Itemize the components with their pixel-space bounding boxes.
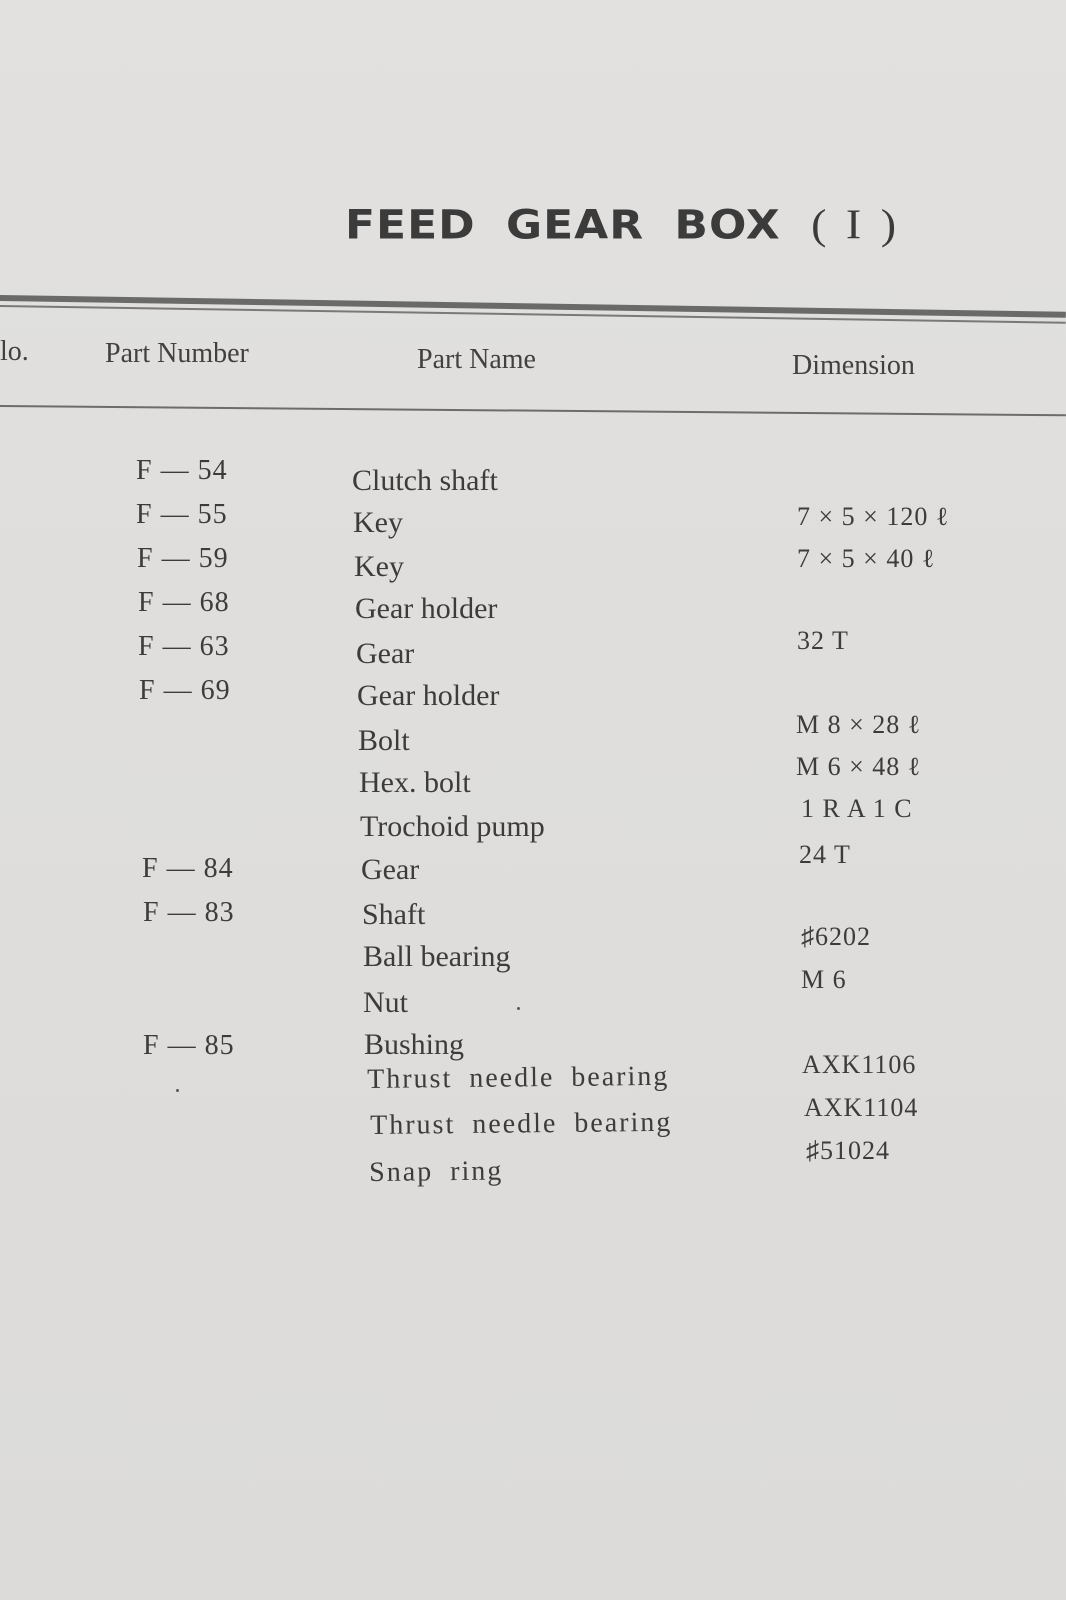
part-number-cell: F — 68 bbox=[138, 587, 230, 618]
part-name-cell: Nut bbox=[363, 986, 408, 1019]
dimension-cell: ♯51024 bbox=[806, 1136, 890, 1165]
part-number-cell: F — 69 bbox=[139, 675, 231, 706]
part-name-cell: Key bbox=[354, 550, 404, 583]
part-name-cell: Ball bearing bbox=[363, 940, 511, 973]
part-name-cell: Thrust needle bearing bbox=[367, 1060, 670, 1095]
column-header-part-number: Part Number bbox=[105, 338, 249, 369]
part-name-cell: Key bbox=[353, 506, 403, 539]
part-name-cell: Gear holder bbox=[355, 592, 498, 625]
dimension-cell: ♯6202 bbox=[801, 922, 871, 951]
column-header-dimension: Dimension bbox=[792, 350, 915, 381]
part-name-cell: Thrust needle bearing bbox=[370, 1106, 673, 1141]
dimension-cell: 24 T bbox=[799, 840, 851, 869]
part-number-cell: F — 59 bbox=[137, 543, 229, 574]
part-number-cell: F — 55 bbox=[136, 499, 228, 530]
part-name-cell: Gear bbox=[361, 853, 420, 886]
dimension-cell: AXK1104 bbox=[804, 1093, 919, 1122]
print-speck bbox=[176, 1089, 179, 1092]
dimension-cell: 7 × 5 × 120 ℓ bbox=[797, 502, 950, 531]
dimension-cell: 32 T bbox=[797, 626, 849, 655]
column-header-no: lo. bbox=[0, 336, 29, 367]
column-header-part-name: Part Name bbox=[417, 344, 536, 375]
page-title bbox=[345, 200, 897, 249]
part-name-cell: Bolt bbox=[358, 724, 410, 757]
part-name-cell: Snap ring bbox=[369, 1155, 504, 1188]
title-suffix: ( I ) bbox=[811, 200, 898, 248]
part-number-cell: F — 54 bbox=[136, 455, 228, 486]
part-number-cell: F — 85 bbox=[143, 1030, 235, 1061]
part-name-cell: Clutch shaft bbox=[352, 464, 498, 497]
part-name-cell: Gear bbox=[356, 637, 415, 670]
part-name-cell: Trochoid pump bbox=[360, 810, 545, 843]
dimension-cell: AXK1106 bbox=[802, 1050, 917, 1079]
part-number-cell: F — 63 bbox=[138, 631, 230, 662]
dimension-cell: 1 R A 1 C bbox=[801, 794, 913, 823]
part-name-cell: Bushing bbox=[364, 1028, 465, 1061]
print-speck bbox=[517, 1007, 520, 1010]
part-number-cell: F — 83 bbox=[143, 897, 235, 928]
dimension-cell: M 6 bbox=[801, 965, 847, 994]
dimension-cell: 7 × 5 × 40 ℓ bbox=[797, 544, 936, 573]
dimension-cell: M 6 × 48 ℓ bbox=[796, 752, 922, 781]
part-name-cell: Gear holder bbox=[357, 679, 500, 712]
part-name-cell: Hex. bolt bbox=[359, 766, 471, 799]
part-number-cell: F — 84 bbox=[142, 853, 234, 884]
dimension-cell: M 8 × 28 ℓ bbox=[796, 710, 922, 739]
part-name-cell: Shaft bbox=[362, 898, 426, 931]
header-bottom-rule bbox=[0, 405, 1066, 416]
title-main: FEED GEAR BOX bbox=[345, 201, 781, 249]
